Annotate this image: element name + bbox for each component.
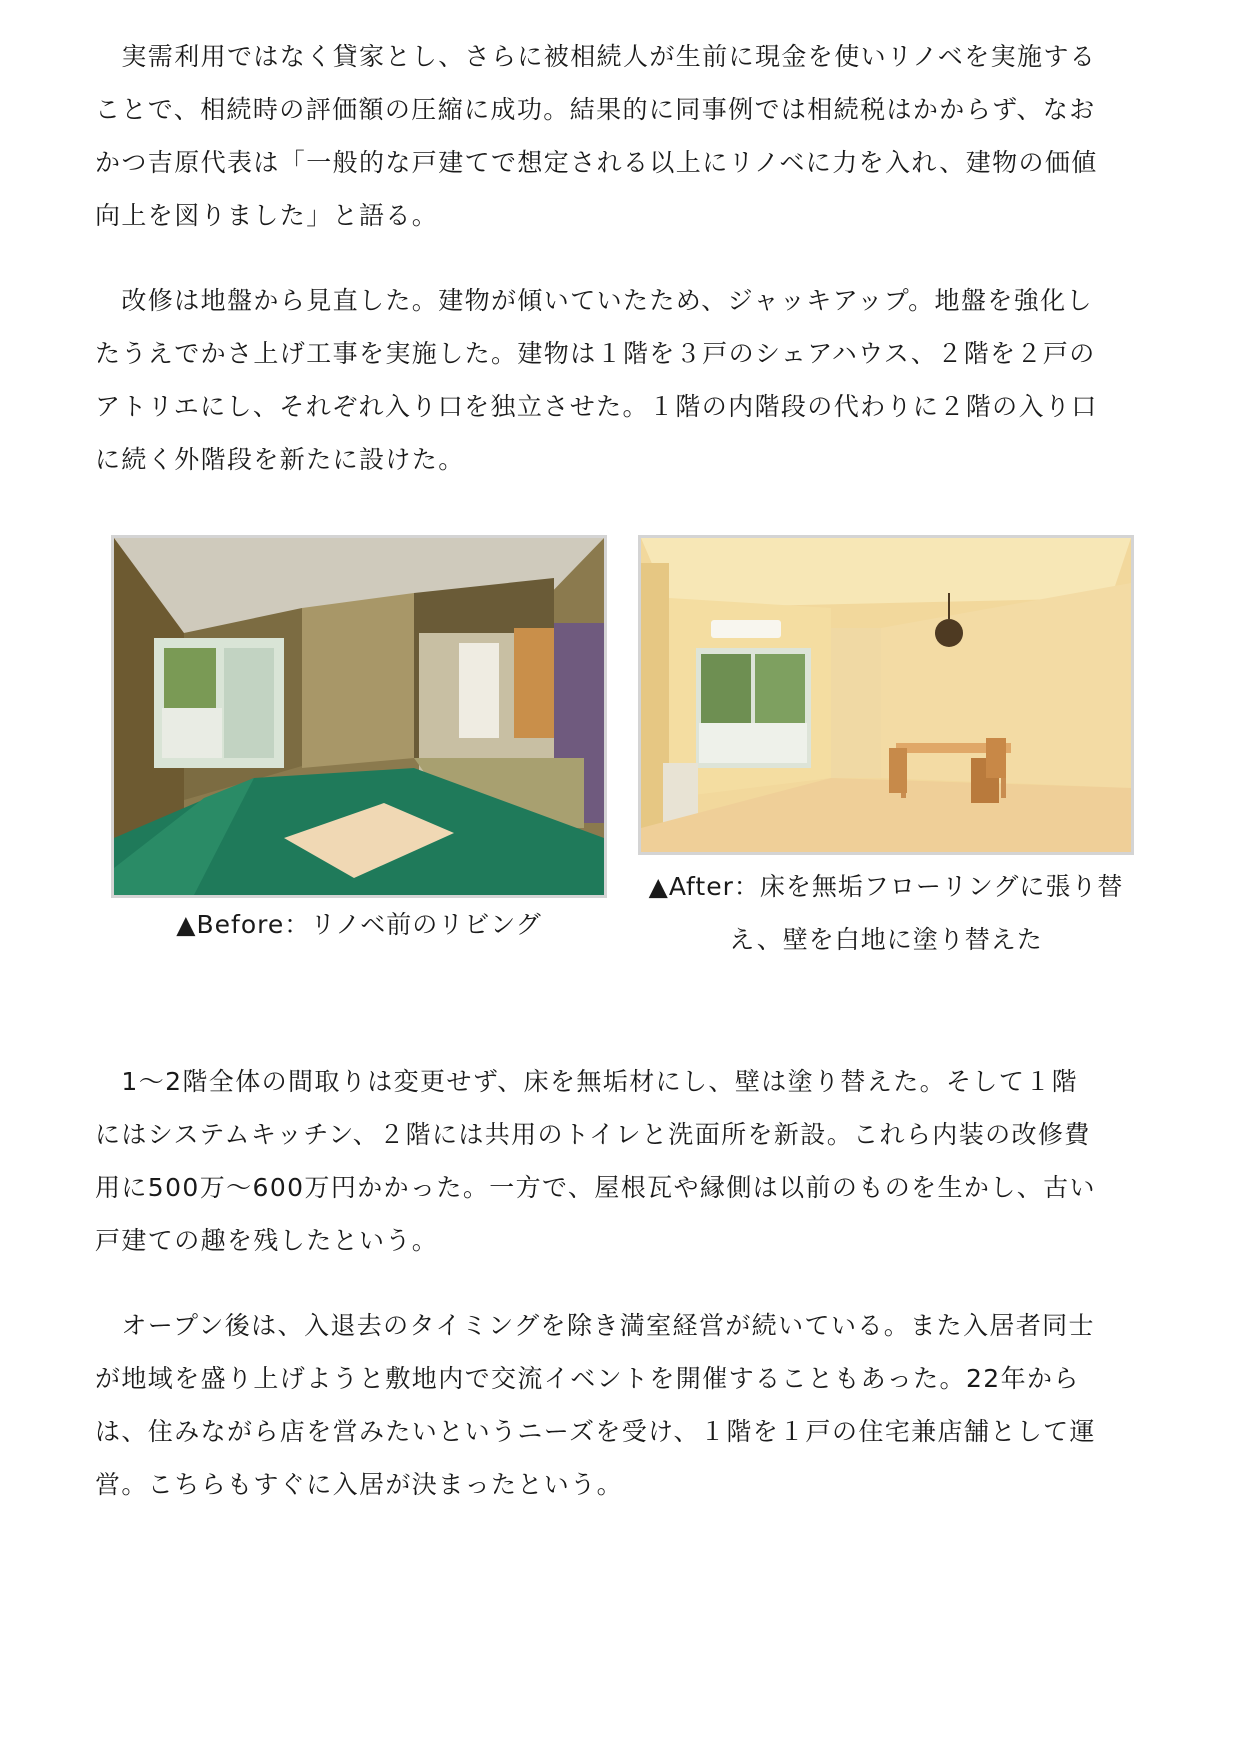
text-line: たうえでかさ上げ工事を実施した。建物は１階を３戸のシェアハウス、２階を２戸の <box>95 339 1096 368</box>
text-line: は、住みながら店を営みたいというニーズを受け、１階を１戸の住宅兼店舗として運 <box>95 1417 1096 1446</box>
text-line: に続く外階段を新たに設けた。 <box>95 445 465 474</box>
text-line: が地域を盛り上げようと敷地内で交流イベントを開催することもあった。22年から <box>95 1364 1080 1393</box>
after-room-image <box>641 538 1131 852</box>
before-photo <box>111 535 607 898</box>
after-photo <box>638 535 1134 855</box>
text-line: 実需利用ではなく貸家とし、さらに被相続人が生前に現金を使いリノベを実施する <box>95 42 1097 71</box>
text-line: 用に500万～600万円かかった。一方で、屋根瓦や縁側は以前のものを生かし、古い <box>95 1173 1096 1202</box>
before-room-image <box>114 538 604 895</box>
before-caption: ▲Before：リノベ前のリビング <box>176 910 542 939</box>
text-line: 1～2階全体の間取りは変更せず、床を無垢材にし、壁は塗り替えた。そして１階 <box>95 1067 1079 1096</box>
text-line: アトリエにし、それぞれ入り口を独立させた。１階の内階段の代わりに２階の入り口 <box>95 392 1098 421</box>
after-caption <box>620 860 1152 966</box>
paragraph-interior-renovation <box>95 1055 1145 1267</box>
text-line: 営。こちらもすぐに入居が決まったという。 <box>95 1470 624 1499</box>
text-line: ことで、相続時の評価額の圧縮に成功。結果的に同事例では相続税はかからず、なお <box>95 95 1096 124</box>
text-line: にはシステムキッチン、２階には共用のトイレと洗面所を新設。これら内装の改修費 <box>95 1120 1091 1149</box>
text-line: 改修は地盤から見直した。建物が傾いていたため、ジャッキアップ。地盤を強化し <box>95 286 1093 315</box>
text-line: 向上を図りました」と語る。 <box>95 201 439 230</box>
paragraph-foundation-renovation <box>95 274 1145 486</box>
paragraph-after-opening <box>95 1299 1145 1511</box>
text-line: かつ吉原代表は「一般的な戸建てで想定される以上にリノベに力を入れ、建物の価値 <box>95 148 1098 177</box>
after-caption-line: え、壁を白地に塗り替えた <box>729 925 1043 954</box>
after-caption-line: ▲After：床を無垢フローリングに張り替 <box>648 872 1124 901</box>
text-line: オープン後は、入退去のタイミングを除き満室経営が続いている。また入居者同士 <box>95 1311 1095 1340</box>
paragraph-inheritance-tax <box>95 30 1145 242</box>
text-line: 戸建ての趣を残したという。 <box>95 1226 439 1255</box>
